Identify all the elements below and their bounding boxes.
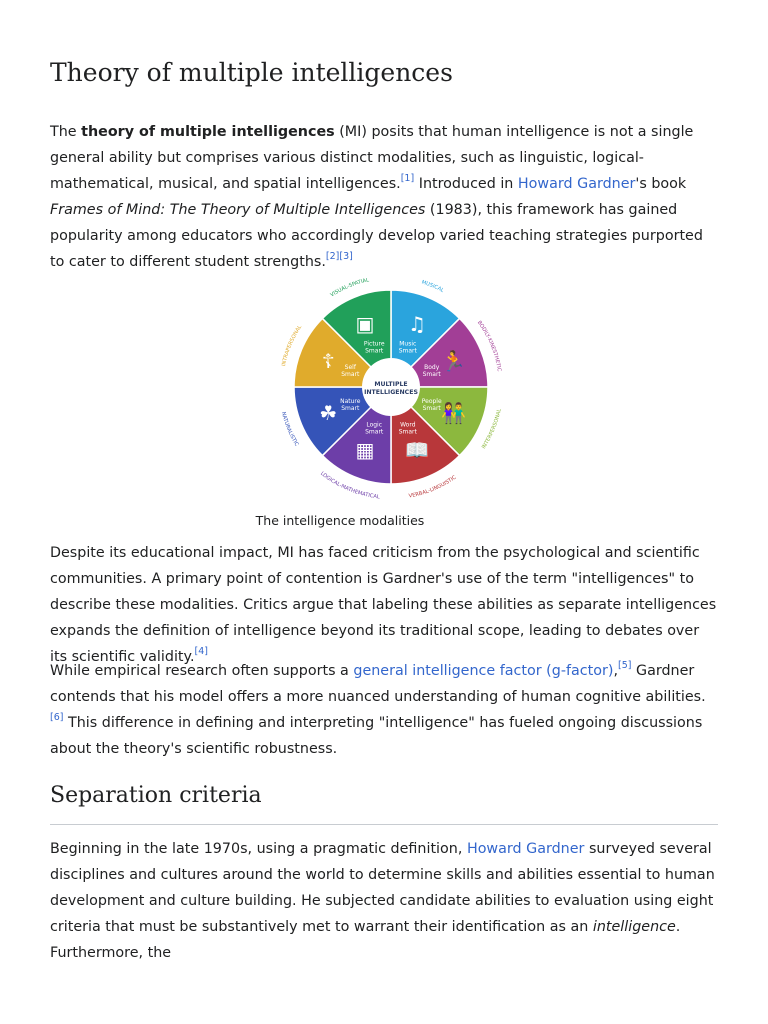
figure-caption: The intelligence modalities [255, 513, 425, 528]
page-title: Theory of multiple intelligences [50, 58, 453, 87]
segment-outer-label: INTERPERSONAL [480, 408, 503, 451]
segment-label: Music [399, 340, 417, 348]
segment-outer-label: BODILY-KINESTHETIC [475, 319, 502, 372]
segment-label-smart: Smart [398, 428, 417, 436]
ref-5[interactable]: [5] [618, 660, 632, 672]
book-title: Frames of Mind: The Theory of Multiple Intelligences [50, 202, 426, 218]
ref-1[interactable]: [1] [400, 173, 415, 185]
segment-outer-label: NATURALISTIC [279, 411, 300, 448]
link-howard-gardner-2[interactable]: Howard Gardner [466, 841, 585, 857]
separation-paragraph: Beginning in the late 1970s, using a pragmatic definition, Howard Gardner surveyed several disciplines and cultures around the world to determine skills and abilities essential to human development and culture building. He subjected candidate abilities to evaluation using eight criteria that must be substantively met to warrant their identification as an intelligence. Furthermore, the [50, 841, 715, 961]
bold-term: theory of multiple intelligences [81, 124, 335, 140]
segment-label-smart: Smart [341, 371, 360, 379]
ref-4[interactable]: [4] [194, 646, 208, 658]
segment-label-smart: Smart [341, 404, 360, 412]
center-label-line1: MULTIPLE [374, 381, 408, 388]
segment-label-smart: Smart [365, 347, 384, 355]
book-icon: 📖 [404, 437, 430, 462]
segment-outer-label: INTRAPERSONAL [281, 324, 304, 367]
segment-label-smart: Smart [365, 428, 384, 436]
running-person-icon: 🏃 [441, 349, 467, 373]
section-heading-separation-criteria: Separation criteria [50, 783, 262, 808]
segment-label-smart: Smart [422, 404, 441, 412]
camera-icon: ▣ [355, 312, 375, 337]
ref-3[interactable]: [3] [339, 251, 353, 263]
g-factor-paragraph: While empirical research often supports a general intelligence factor (g-factor),[5] Gardner contends that his model offers a more nuanced understanding of human cognitive abilities.[6] This difference in defining and interpreting "intelligence" has fueled ongoing discussions about the theory's scientific robustness. [50, 660, 706, 757]
section-divider [50, 824, 718, 825]
segment-label: Logic [366, 421, 383, 429]
criticism-paragraph: Despite its educational impact, MI has faced criticism from the psychological and scientific communities. A primary point of contention is Gardner's use of the term "intelligences" to describe these modalities. Critics argue that labeling these abilities as separate intelligences expands the definition of intelligence beyond its traditional scope, leading to debates over its scientific validity.[4] [50, 545, 717, 665]
segment-label: Word [400, 421, 416, 429]
link-howard-gardner[interactable]: Howard Gardner [517, 176, 636, 192]
segment-label: Nature [340, 397, 361, 405]
music-note-icon: ♫ [408, 312, 426, 337]
segment-label-smart: Smart [398, 347, 417, 355]
center-label-line2: INTELLIGENCES [364, 389, 418, 396]
segment-label-smart: Smart [422, 371, 441, 379]
segment-outer-label: MUSICAL [420, 279, 445, 295]
segment-outer-label: VISUAL-SPATIAL [329, 277, 370, 299]
segment-label: Self [344, 364, 356, 372]
calculator-icon: ▦ [355, 437, 375, 462]
ref-2[interactable]: [2] [325, 251, 340, 263]
person-arms-up-icon: ☦ [321, 349, 335, 373]
ref-6[interactable]: [6] [50, 712, 64, 724]
segment-label: People [421, 397, 442, 405]
leaf-icon: ☘ [319, 401, 338, 425]
segment-outer-label: LOGICAL-MATHEMATICAL [319, 470, 380, 501]
segment-label: Body [424, 364, 440, 372]
multiple-intelligences-figure[interactable] [274, 270, 508, 504]
link-g-factor[interactable]: general intelligence factor (g-factor) [353, 663, 614, 679]
segment-outer-label: VERBAL-LINGUISTIC [408, 474, 458, 500]
segment-label: Picture [363, 340, 385, 348]
intro-paragraph: The theory of multiple intelligences (MI) posits that human intelligence is not a single general ability but comprises various distinct modalities, such as linguistic, logical-mathematical, musical, and spatial intelligences.[1] Introduced in Howard Gardner's book Frames of Mind: The Theory of Multiple Intelligences (1983), this framework has gained popularity among educators who accordingly develop varied teaching strategies purported to cater to different student strengths.[2][3] [50, 124, 703, 270]
people-icon: 👫 [441, 401, 467, 425]
emphasis-intelligence: intelligence [592, 919, 676, 935]
